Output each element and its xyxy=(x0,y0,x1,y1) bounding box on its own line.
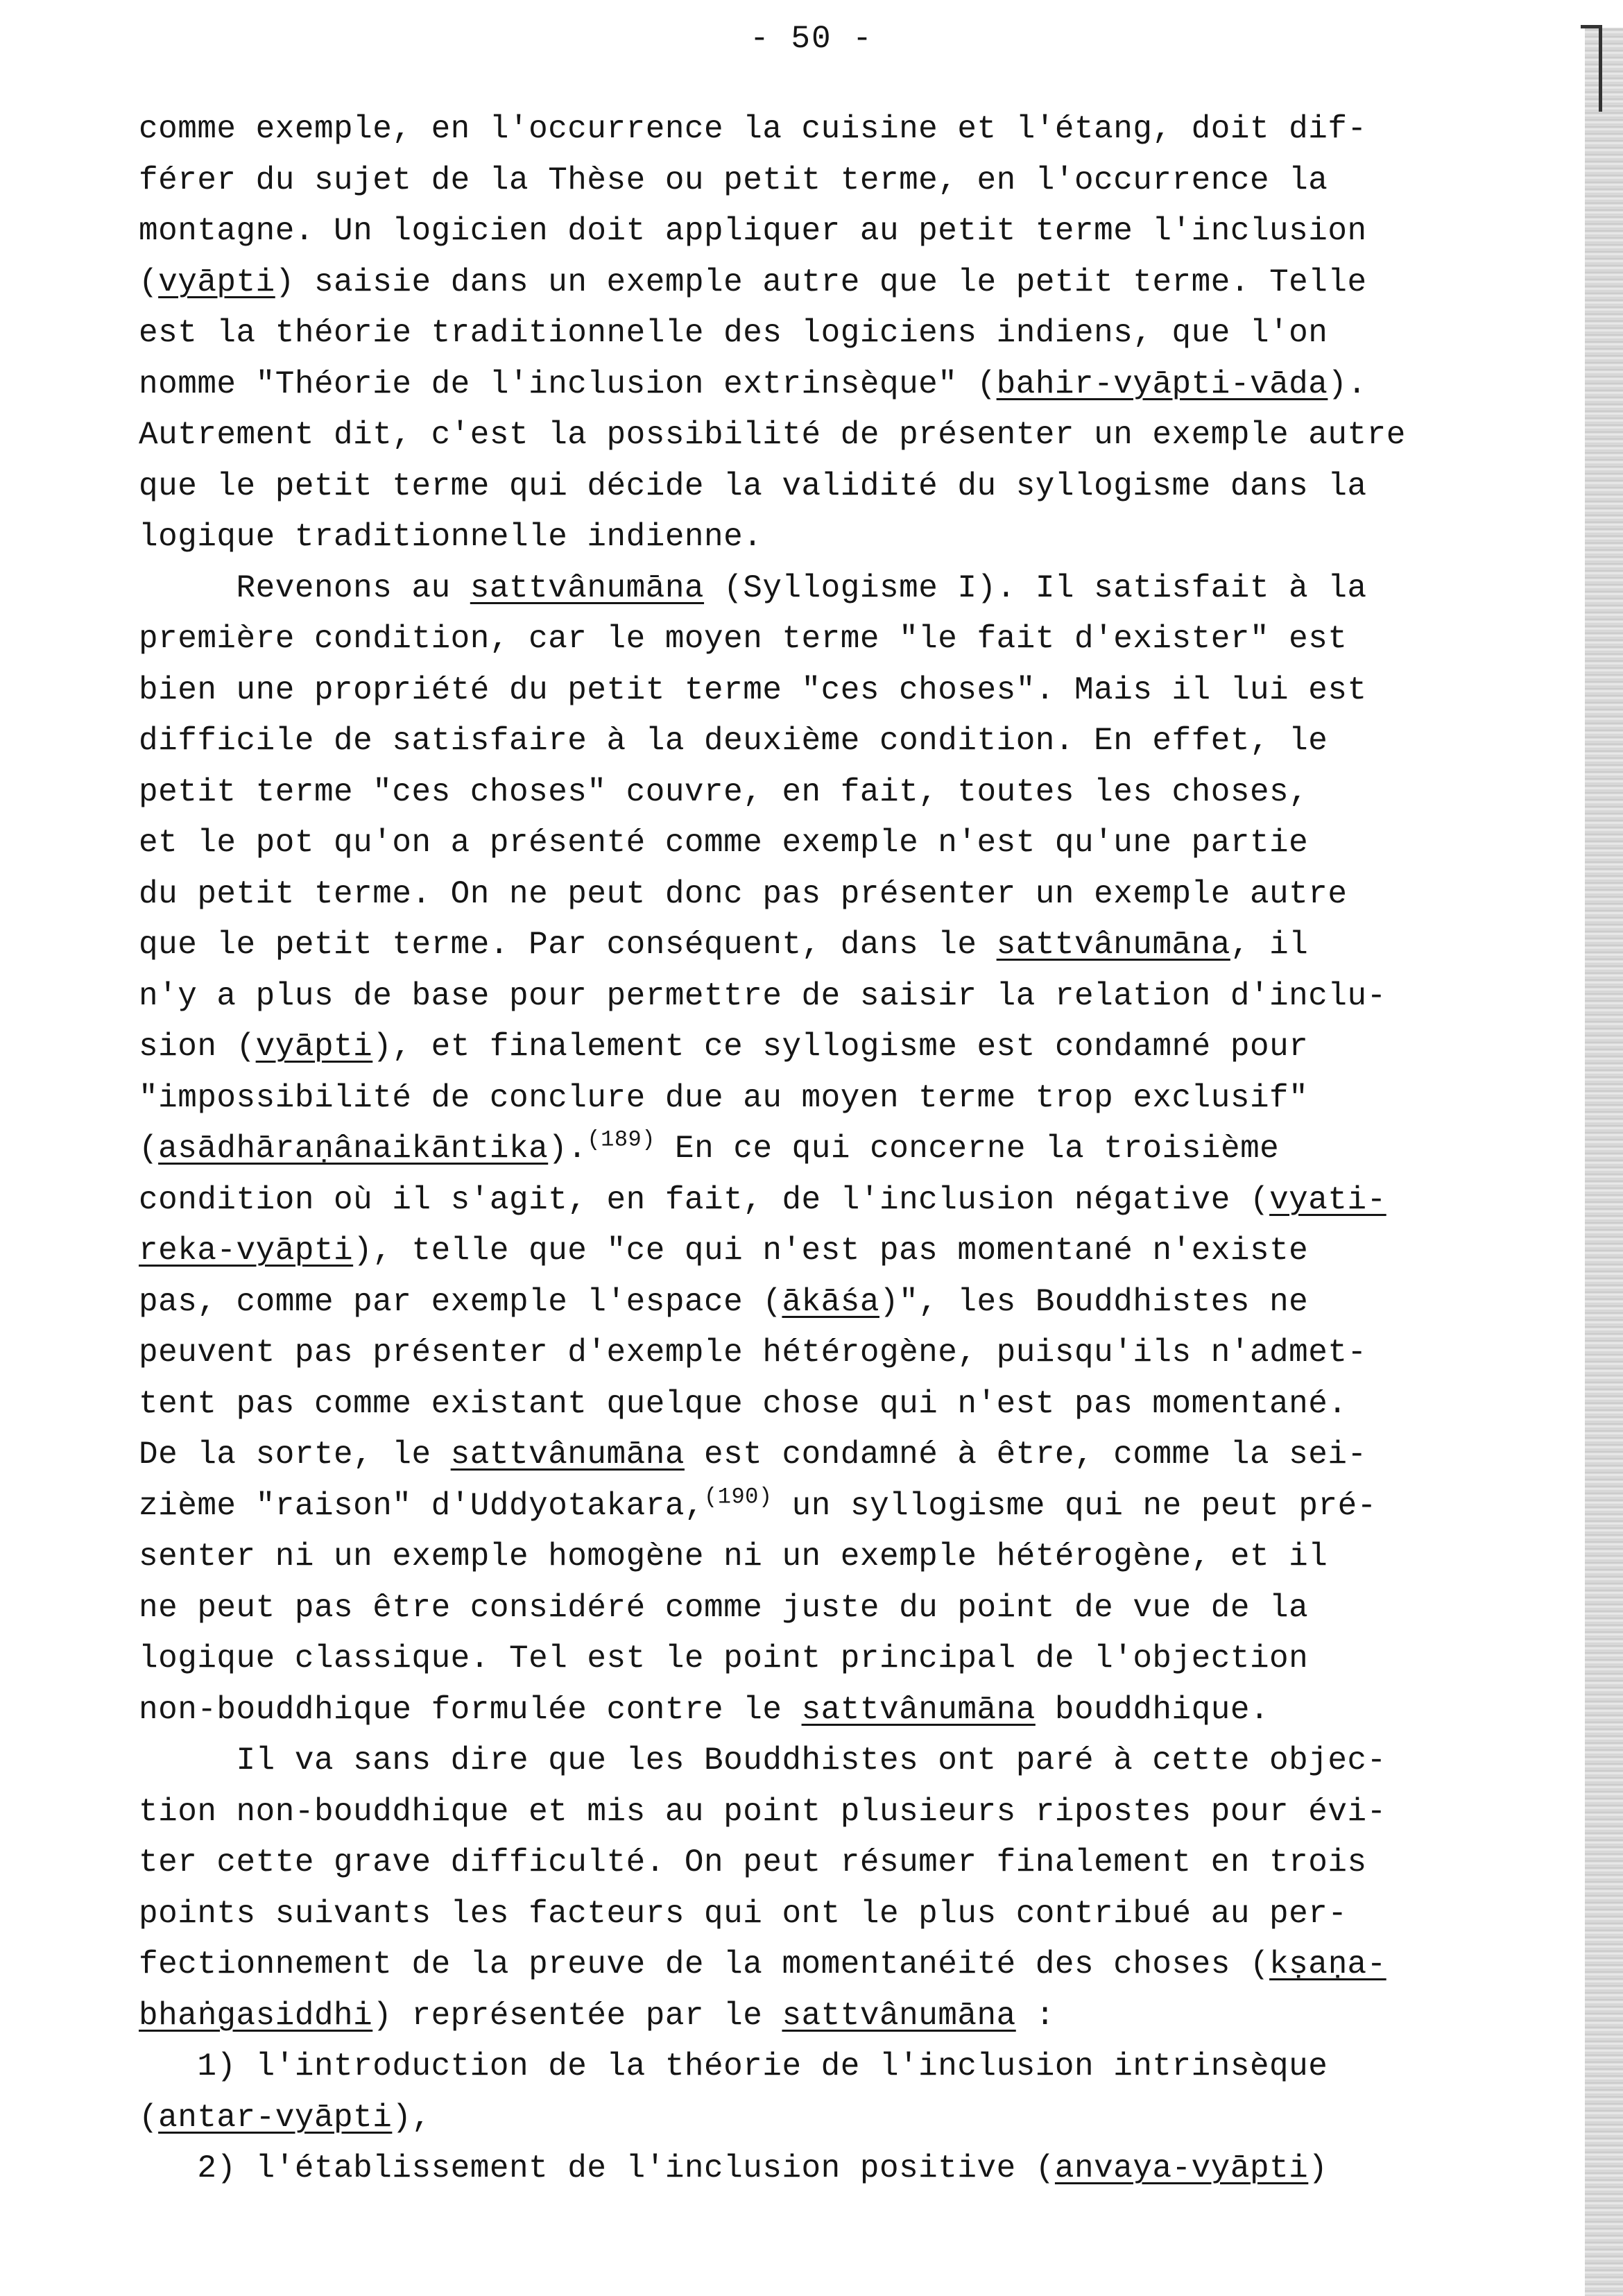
text-line xyxy=(139,563,1491,615)
term-underlined: sattvânumāna xyxy=(801,1691,1036,1728)
text-segment: difficile de satisfaire à la deuxième condition. En effet, le xyxy=(139,723,1328,759)
text-segment: du petit terme. On ne peut donc pas présenter un exemple autre xyxy=(139,875,1348,912)
text-segment: : xyxy=(1015,1997,1055,2034)
text-segment: montagne. Un logicien doit appliquer au petit terme l'inclusion xyxy=(139,213,1367,249)
text-line xyxy=(139,1634,1491,1685)
text-line xyxy=(139,1939,1491,1991)
term-underlined: vyati- xyxy=(1269,1181,1386,1218)
text-line xyxy=(139,767,1491,819)
text-line xyxy=(139,2041,1491,2093)
text-segment: petit terme "ces choses" couvre, en fait, toutes les choses, xyxy=(139,773,1309,810)
text-segment: ). xyxy=(1328,366,1367,402)
text-segment: fectionnement de la preuve de la momentanéité des choses ( xyxy=(139,1946,1270,1982)
term-underlined: asādhāraṇânaikāntika xyxy=(158,1131,549,1167)
text-segment: que le petit terme qui décide la validité du syllogisme dans la xyxy=(139,468,1367,504)
term-underlined: vyāpti xyxy=(255,1029,373,1065)
text-line xyxy=(139,461,1491,513)
text-segment: 1) l'introduction de la théorie de l'inclusion intrinsèque xyxy=(139,2048,1328,2084)
text-segment: condition où il s'agit, en fait, de l'inclusion négative ( xyxy=(139,1181,1270,1218)
term-underlined: bahir-vyāpti-vāda xyxy=(996,366,1328,402)
text-segment: est condamné à être, comme la sei- xyxy=(684,1437,1367,1473)
text-segment: pas, comme par exemple l'espace ( xyxy=(139,1283,782,1320)
text-segment: nomme "Théorie de l'inclusion extrinsèque" ( xyxy=(139,366,997,402)
text-segment: sion ( xyxy=(139,1029,256,1065)
text-segment: ( xyxy=(139,264,159,300)
text-line xyxy=(139,1379,1491,1430)
text-segment: )", les Bouddhistes ne xyxy=(879,1283,1309,1320)
text-line xyxy=(139,1481,1491,1532)
text-line xyxy=(139,410,1491,461)
text-line xyxy=(139,1175,1491,1226)
footnote-ref: (189) xyxy=(587,1126,655,1153)
text-line xyxy=(139,1226,1491,1277)
text-line xyxy=(139,1787,1491,1838)
text-segment: férer du sujet de la Thèse ou petit terme, en l'occurrence la xyxy=(139,162,1328,198)
text-line xyxy=(139,920,1491,971)
text-line xyxy=(139,155,1491,207)
text-segment: ) xyxy=(1308,2150,1328,2186)
term-underlined: sattvânumāna xyxy=(470,569,705,606)
page-number: - 50 - xyxy=(750,21,873,57)
text-segment: ), xyxy=(392,2099,431,2136)
text-line xyxy=(139,359,1491,411)
text-line xyxy=(139,716,1491,767)
body-text xyxy=(139,104,1491,2195)
text-line xyxy=(139,665,1491,717)
text-segment: ) représentée par le xyxy=(372,1997,782,2034)
text-line xyxy=(139,1837,1491,1889)
term-underlined: bhaṅgasiddhi xyxy=(139,1997,373,2034)
text-segment: En ce qui concerne la troisième xyxy=(655,1131,1280,1167)
text-segment: bien une propriété du petit terme "ces choses". Mais il lui est xyxy=(139,671,1367,708)
term-underlined: sattvânumāna xyxy=(450,1437,685,1473)
text-line xyxy=(139,206,1491,257)
text-line xyxy=(139,1430,1491,1481)
text-segment: comme exemple, en l'occurrence la cuisine et l'étang, doit dif- xyxy=(139,111,1367,147)
text-segment: ), telle que "ce qui n'est pas momentané n'existe xyxy=(353,1233,1309,1269)
text-segment: senter ni un exemple homogène ni un exemple hétérogène, et il xyxy=(139,1539,1328,1575)
text-line xyxy=(139,1685,1491,1736)
text-segment: ( xyxy=(139,1131,159,1167)
text-segment: et le pot qu'on a présenté comme exemple n'est qu'une partie xyxy=(139,825,1309,861)
text-line xyxy=(139,971,1491,1022)
text-line xyxy=(139,1022,1491,1073)
text-segment: zième "raison" d'Uddyotakara, xyxy=(139,1487,705,1524)
text-line xyxy=(139,1991,1491,2042)
text-line xyxy=(139,2093,1491,2144)
text-line xyxy=(139,1124,1491,1175)
text-segment: ). xyxy=(548,1131,587,1167)
text-segment: peuvent pas présenter d'exemple hétérogène, puisqu'ils n'admet- xyxy=(139,1335,1367,1371)
text-segment: Il va sans dire que les Bouddhistes ont paré à cette objec- xyxy=(139,1742,1386,1779)
text-line xyxy=(139,1328,1491,1379)
binding-edge xyxy=(1585,28,1623,2296)
text-segment: est la théorie traditionnelle des logiciens indiens, que l'on xyxy=(139,315,1328,351)
text-line xyxy=(139,818,1491,869)
text-segment: ne peut pas être considéré comme juste du point de vue de la xyxy=(139,1589,1309,1626)
text-line xyxy=(139,614,1491,665)
text-line xyxy=(139,1073,1491,1124)
text-line xyxy=(139,1583,1491,1634)
text-line xyxy=(139,2143,1491,2195)
text-segment: points suivants les facteurs qui ont le plus contribué au per- xyxy=(139,1895,1348,1932)
text-segment: non-bouddhique formulée contre le xyxy=(139,1691,802,1728)
text-segment: que le petit terme. Par conséquent, dans le xyxy=(139,927,997,963)
text-segment: logique traditionnelle indienne. xyxy=(139,519,763,555)
text-segment: ter cette grave difficulté. On peut résumer finalement en trois xyxy=(139,1844,1367,1881)
text-segment: ( xyxy=(139,2099,159,2136)
term-underlined: antar-vyāpti xyxy=(158,2099,393,2136)
text-segment: (Syllogisme I). Il satisfait à la xyxy=(704,569,1367,606)
term-underlined: sattvânumāna xyxy=(996,927,1230,963)
text-segment: De la sorte, le xyxy=(139,1437,451,1473)
term-underlined: anvaya-vyāpti xyxy=(1054,2150,1309,2186)
text-segment: Revenons au xyxy=(139,569,470,606)
text-segment: 2) l'établissement de l'inclusion positive ( xyxy=(139,2150,1055,2186)
text-line xyxy=(139,1736,1491,1787)
text-segment: bouddhique. xyxy=(1035,1691,1270,1728)
term-underlined: kṣaṇa- xyxy=(1269,1946,1386,1982)
text-segment: "impossibilité de conclure due au moyen terme trop exclusif" xyxy=(139,1079,1309,1116)
term-underlined: ākāśa xyxy=(782,1283,879,1320)
text-segment: logique classique. Tel est le point principal de l'objection xyxy=(139,1640,1309,1677)
term-underlined: sattvânumāna xyxy=(782,1997,1016,2034)
text-segment: , il xyxy=(1230,927,1309,963)
footnote-ref: (190) xyxy=(704,1484,773,1510)
term-underlined: vyāpti xyxy=(158,264,275,300)
text-line xyxy=(139,1532,1491,1583)
text-line xyxy=(139,308,1491,359)
text-segment: n'y a plus de base pour permettre de saisir la relation d'inclu- xyxy=(139,977,1386,1014)
text-segment: ), et finalement ce syllogisme est condamné pour xyxy=(372,1029,1309,1065)
text-segment: ) saisie dans un exemple autre que le petit terme. Telle xyxy=(275,264,1367,300)
text-line xyxy=(139,1889,1491,1940)
text-segment: tent pas comme existant quelque chose qui n'est pas momentané. xyxy=(139,1385,1348,1422)
text-line xyxy=(139,869,1491,920)
text-line xyxy=(139,257,1491,309)
term-underlined: reka-vyāpti xyxy=(139,1233,354,1269)
text-segment: un syllogisme qui ne peut pré- xyxy=(772,1487,1377,1524)
text-segment: Autrement dit, c'est la possibilité de présenter un exemple autre xyxy=(139,417,1406,453)
text-line xyxy=(139,1277,1491,1328)
text-line xyxy=(139,512,1491,563)
text-line xyxy=(139,104,1491,155)
text-segment: première condition, car le moyen terme "le fait d'exister" est xyxy=(139,621,1348,657)
text-segment: tion non-bouddhique et mis au point plusieurs ripostes pour évi- xyxy=(139,1793,1386,1830)
